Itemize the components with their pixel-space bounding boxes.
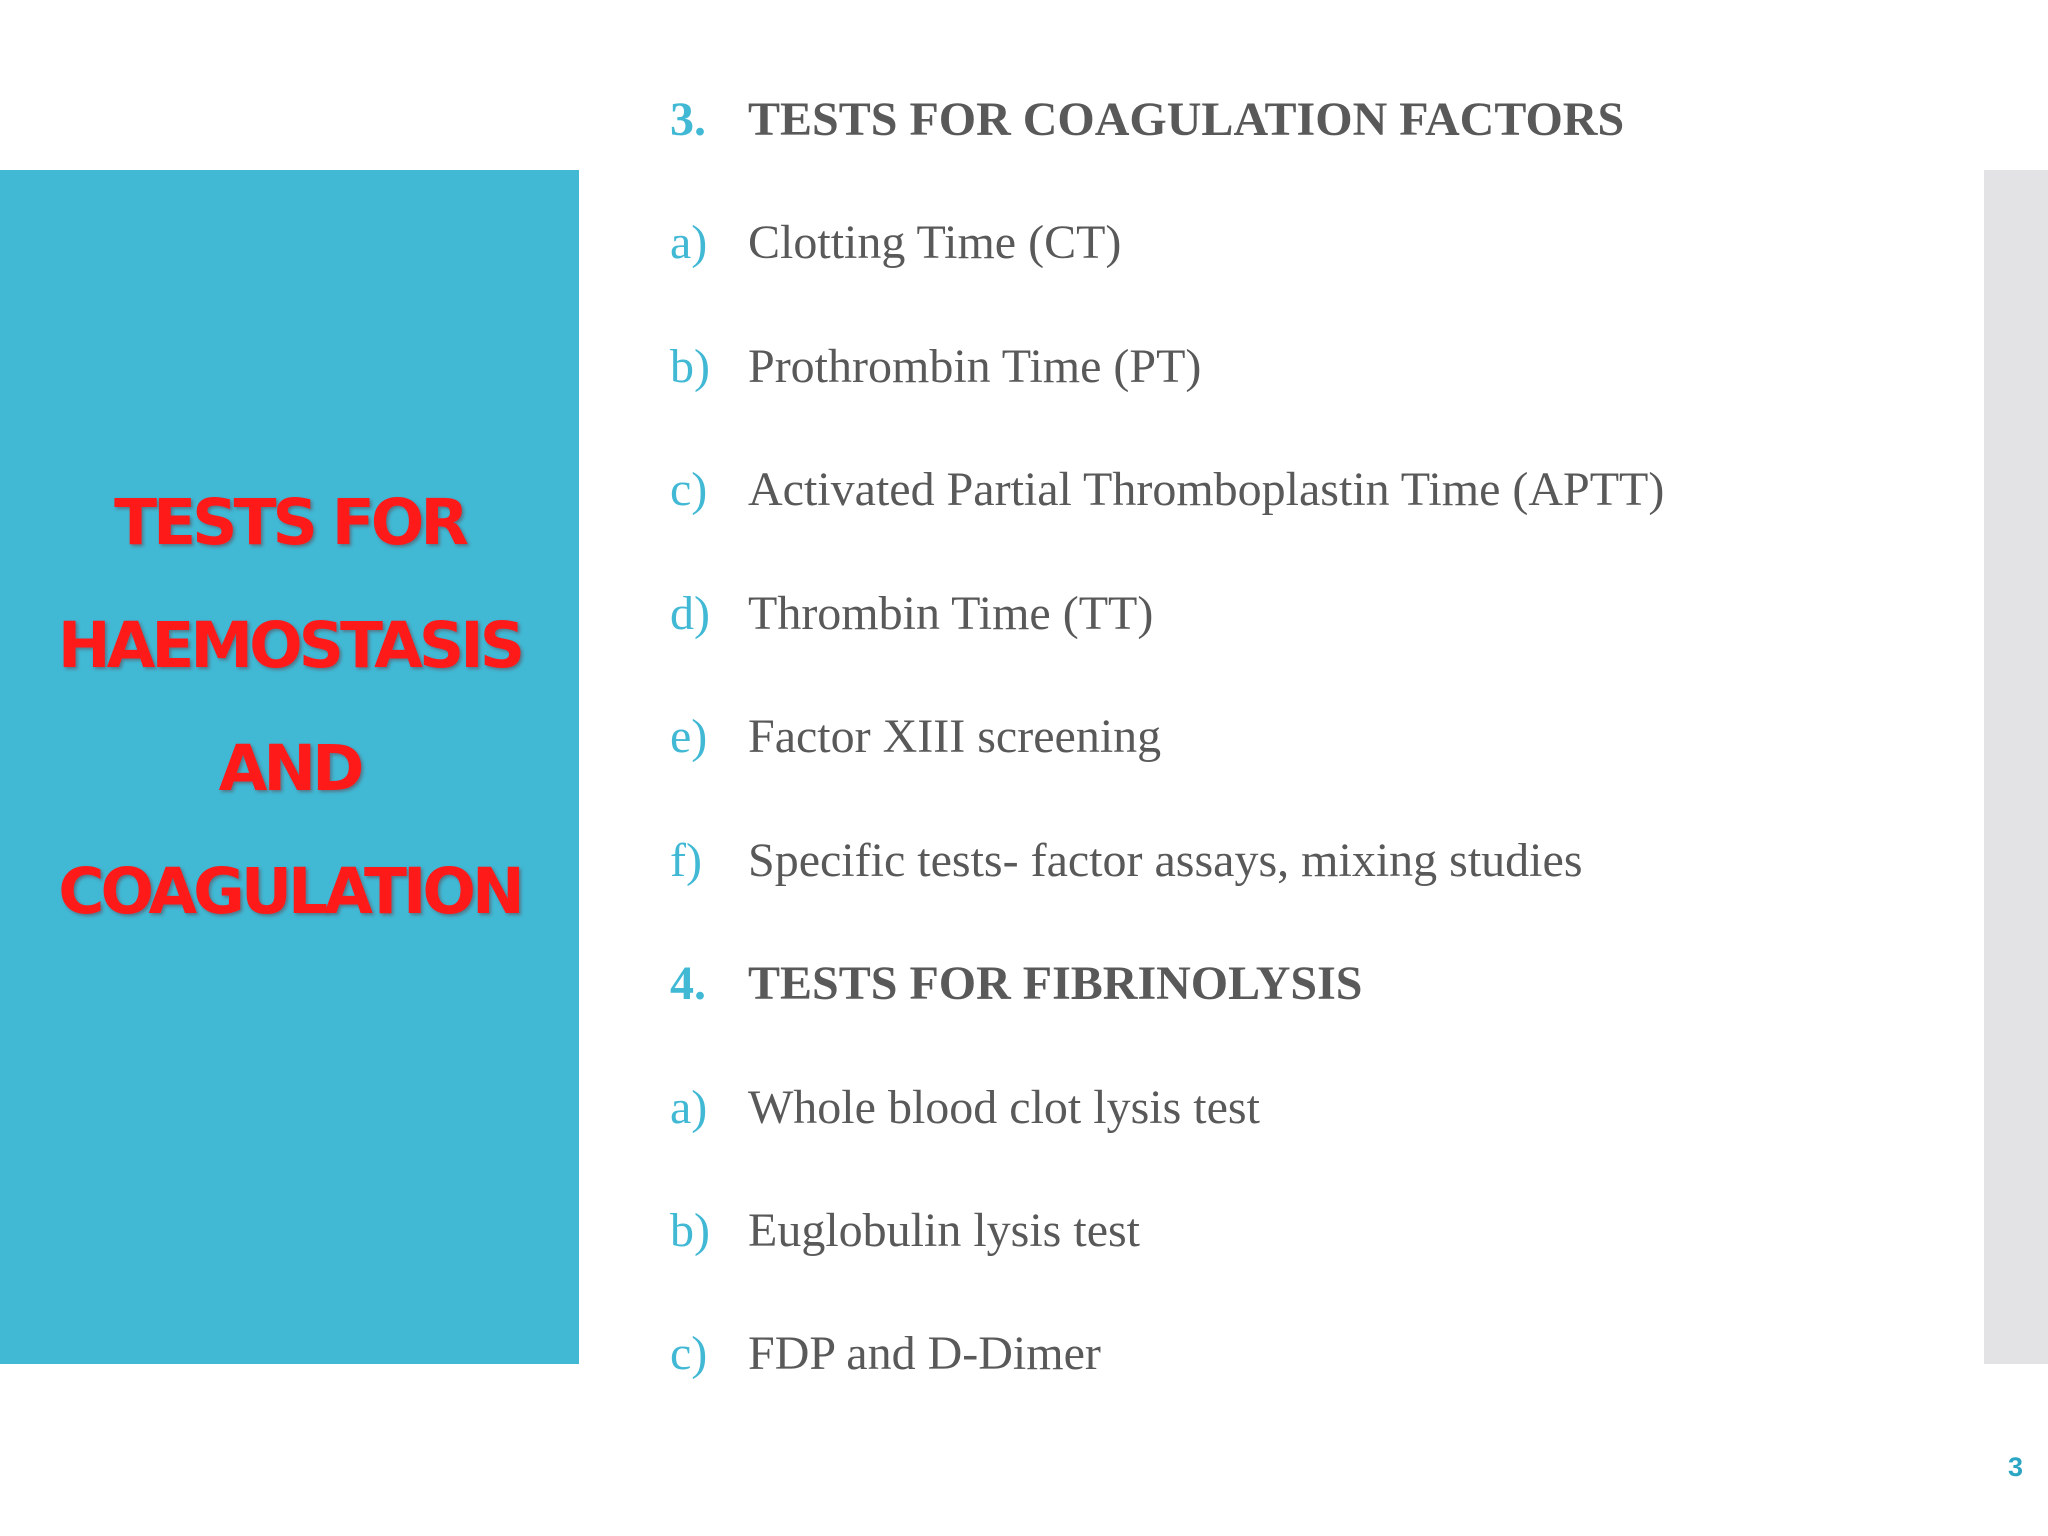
page-number: 3 [2007, 1452, 2023, 1482]
list-item-text: Clotting Time (CT) [748, 215, 1122, 269]
list-marker: e) [670, 709, 708, 763]
list-item-text: Whole blood clot lysis test [748, 1080, 1260, 1134]
list-item-text: Factor XIII screening [748, 709, 1162, 763]
list-item-text: Euglobulin lysis test [748, 1203, 1141, 1257]
list-heading [670, 84, 1624, 154]
list-item-text: Activated Partial Thromboplastin Time (APTT) [748, 462, 1665, 516]
test-list [670, 0, 1970, 1536]
list-marker: b) [670, 339, 710, 393]
list-marker: a) [670, 215, 708, 269]
list-marker: d) [670, 586, 710, 640]
list-item-text: TESTS FOR FIBRINOLYSIS [748, 956, 1363, 1010]
list-item-text: Specific tests- factor assays, mixing studies [748, 833, 1583, 887]
list-item [670, 454, 1664, 524]
list-item [670, 701, 1161, 771]
title-panel [0, 170, 579, 1364]
list-item [670, 578, 1153, 648]
list-item-text: FDP and D-Dimer [748, 1326, 1101, 1380]
list-item [670, 1318, 1101, 1388]
list-marker: 3. [670, 92, 706, 146]
list-item [670, 207, 1121, 277]
list-item [670, 825, 1583, 895]
slide-title-line: AND [218, 732, 361, 805]
list-marker: a) [670, 1080, 708, 1134]
list-item [670, 1195, 1140, 1265]
list-marker: 4. [670, 956, 706, 1010]
decorative-side-strip [1984, 170, 2048, 1364]
list-item-text: TESTS FOR COAGULATION FACTORS [748, 92, 1625, 146]
list-item-text: Thrombin Time (TT) [748, 586, 1154, 640]
list-item-text: Prothrombin Time (PT) [748, 339, 1202, 393]
list-item [670, 1072, 1260, 1142]
slide-title-line: TESTS FOR [114, 486, 465, 559]
list-marker: c) [670, 462, 708, 516]
list-marker: b) [670, 1203, 710, 1257]
list-marker: f) [670, 833, 702, 887]
slide-title-line: COAGULATION [58, 855, 521, 928]
list-heading [670, 948, 1362, 1018]
slide-title [58, 461, 521, 953]
list-item [670, 331, 1201, 401]
list-marker: c) [670, 1326, 708, 1380]
slide-title-line: HAEMOSTASIS [57, 609, 522, 682]
